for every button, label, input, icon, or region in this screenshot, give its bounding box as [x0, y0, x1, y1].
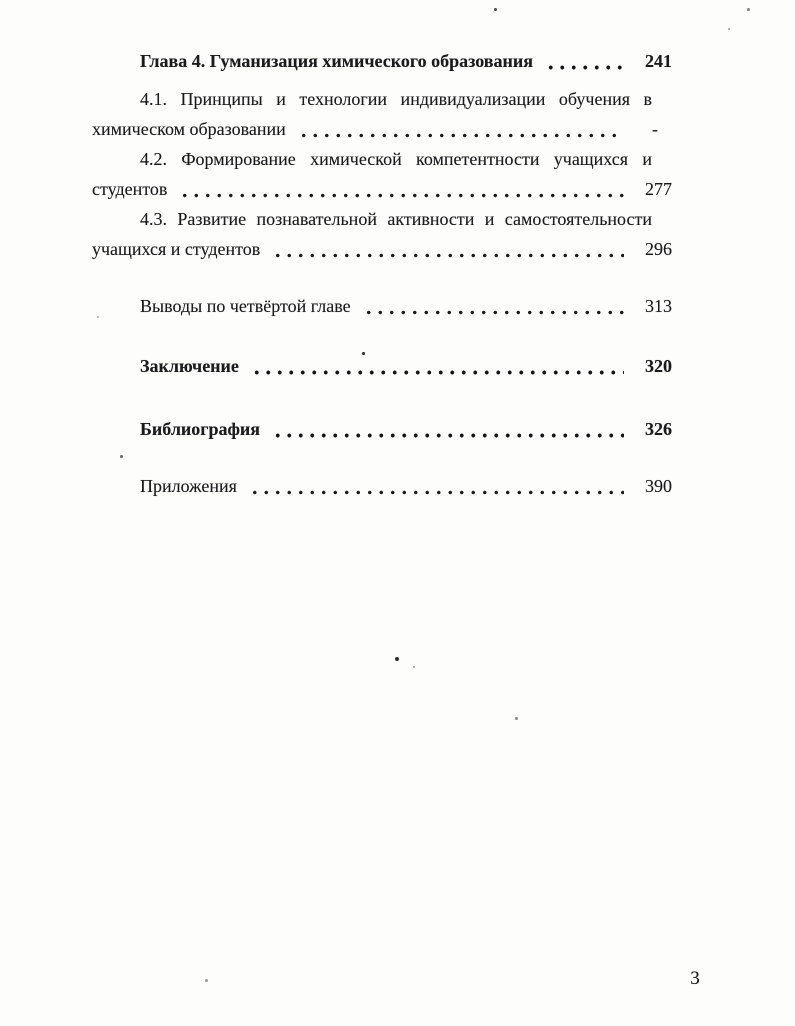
scan-speck: [728, 28, 730, 30]
dot-leader: [248, 351, 624, 381]
page-number: 3: [690, 968, 700, 989]
toc-entry-title: Выводы по четвёртой главе: [140, 296, 351, 316]
toc-entry-last-line: студентов: [92, 179, 168, 199]
dot-leader: [295, 114, 624, 144]
toc-entry-title: Глава 4. Гуманизация химического образования: [140, 51, 533, 71]
toc-entry-4-1: [92, 84, 672, 144]
toc-entry-row: [92, 414, 672, 444]
toc-entry-appendices: [92, 471, 672, 501]
scan-speck: [120, 455, 123, 458]
toc-entry-title: Приложения: [140, 476, 237, 496]
toc-entry-row: [92, 114, 672, 144]
toc-entry-row: [92, 46, 672, 76]
toc-entry-title: Заключение: [140, 356, 239, 376]
dot-leader: [176, 174, 624, 204]
dot-leader: [360, 291, 624, 321]
toc-entry-page-number: -: [652, 119, 658, 139]
toc-entry-title: Библиография: [140, 419, 261, 439]
toc-entry-bibliography: [92, 414, 672, 444]
toc-entry-chapter-4: [92, 46, 672, 76]
toc-entry-row: [92, 351, 672, 381]
scan-speck: [97, 316, 99, 318]
scan-speck: [362, 352, 365, 355]
toc-entry-page-number: 326: [645, 419, 672, 439]
toc-entry-row: [92, 471, 672, 501]
toc-entry-4-2: [92, 144, 672, 204]
scan-speck: [395, 657, 399, 661]
dot-leader: [269, 234, 624, 264]
toc-entry-row: [92, 174, 672, 204]
toc-entry-conclusion: [92, 351, 672, 381]
toc-entry-page-number: 296: [645, 239, 672, 259]
toc-entry-first-line: 4.1. Принципы и технологии индивидуализации обучения в: [140, 89, 652, 109]
toc-entry-page-number: 277: [645, 179, 672, 199]
toc-entry-row: [92, 234, 672, 264]
table-of-contents: [92, 46, 672, 501]
toc-entry-last-line: химическом образовании: [92, 119, 286, 139]
toc-entry-chapter-4-conclusions: [92, 291, 672, 321]
toc-entry-page-number: 313: [645, 296, 672, 316]
toc-entry-page-number: 390: [645, 476, 672, 496]
toc-entry-first-line: 4.2. Формирование химической компетентности учащихся и: [140, 149, 652, 169]
toc-entry-row: [92, 291, 672, 321]
scan-speck: [494, 8, 497, 11]
dot-leader: [269, 414, 624, 444]
scan-speck: [515, 717, 518, 720]
dot-leader: [542, 46, 624, 76]
toc-entry-first-line: 4.3. Развитие познавательной активности и самостоятельности: [140, 209, 652, 229]
scan-speck: [747, 8, 750, 11]
toc-entry-last-line: учащихся и студентов: [92, 239, 261, 259]
scan-speck: [205, 979, 208, 982]
toc-entry-4-3: [92, 204, 672, 264]
toc-entry-page-number: 320: [645, 356, 672, 376]
dot-leader: [246, 471, 624, 501]
scan-speck: [413, 666, 415, 668]
toc-entry-page-number: 241: [645, 51, 672, 71]
